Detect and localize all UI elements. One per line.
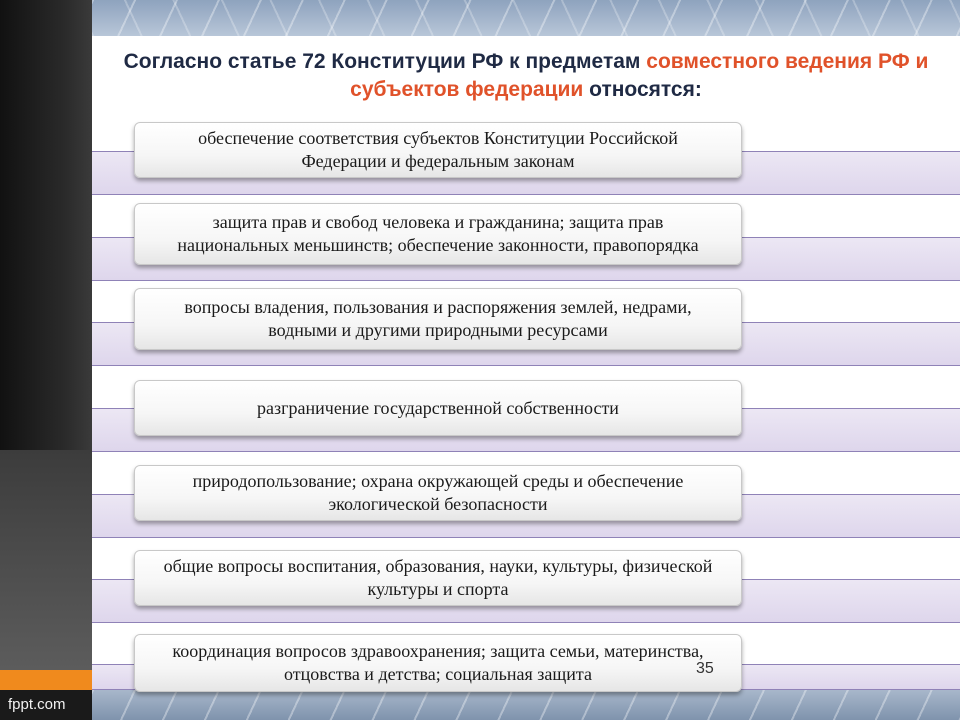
list-item: общие вопросы воспитания, образования, науки, культуры, физической культуры и спорта (134, 550, 742, 606)
list-item: обеспечение соответствия субъектов Конституции Российской Федерации и федеральным законам (134, 122, 742, 178)
bottom-building-image (92, 690, 960, 720)
list-item: координация вопросов здравоохранения; защита семьи, материнства, отцовства и детства; социальная защита (134, 634, 742, 692)
footer-brand: fppt.com (8, 696, 66, 713)
list-item: природопользование; охрана окружающей среды и обеспечение экологической безопасности (134, 465, 742, 521)
list-item: вопросы владения, пользования и распоряжения землей, недрами, водными и другими природными ресурсами (134, 288, 742, 350)
top-building-image (92, 0, 960, 36)
slide-title (96, 48, 956, 104)
title-part1: Согласно статье 72 Конституции РФ к предметам (123, 50, 647, 73)
title-part2: относятся: (583, 78, 702, 101)
title-accent: совместного ведения РФ и субъектов федерации (350, 50, 929, 101)
list-item: разграничение государственной собственности (134, 380, 742, 436)
list-item: защита прав и свобод человека и гражданина; защита прав национальных меньшинств; обеспечение законности, правопорядка (134, 203, 742, 265)
left-gray-panel (0, 450, 92, 670)
slide-number: 35 (696, 660, 714, 677)
footer-orange-bar (0, 670, 92, 690)
